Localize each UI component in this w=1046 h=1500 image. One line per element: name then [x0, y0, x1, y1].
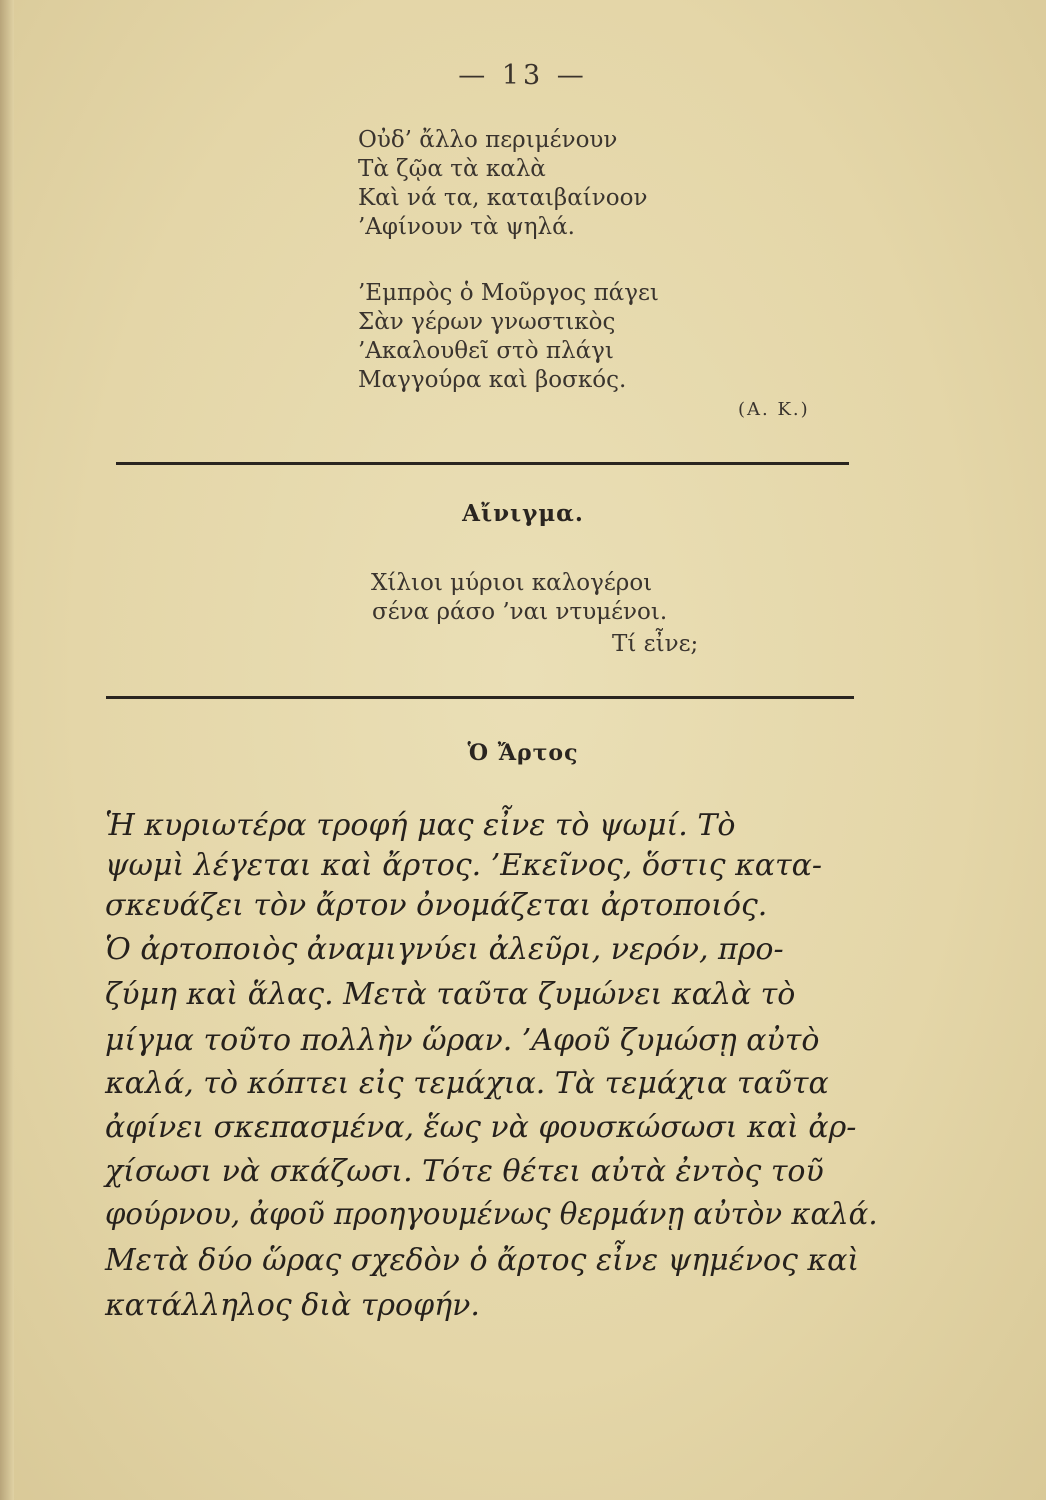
poem-line: Μαγγούρα καὶ βοσκός.	[358, 367, 627, 393]
article-line: καλά, τὸ κόπτει εἰς τεμάχια. Τὰ τεμάχια ταῦτα	[105, 1066, 829, 1101]
poem-stanza-1	[358, 126, 647, 242]
riddle-title: Αἴνιγμα.	[462, 500, 584, 527]
article-line: ζύμη καὶ ἅλας. Μετὰ ταῦτα ζυμώνει καλὰ τὸ	[105, 977, 796, 1012]
poem-signature: (Α. Κ.)	[738, 399, 810, 420]
riddle-question: Τί εἶνε;	[612, 631, 699, 657]
poem-line: Καὶ νά τα, καταιβαίνοον	[358, 185, 648, 211]
riddle-line: σένα ράσο ’ναι ντυμένοι.	[372, 599, 668, 625]
article-line: φούρνου, ἀφοῦ προηγουμένως θερμάνῃ αὐτὸν καλά.	[105, 1197, 878, 1232]
poem-line: Τὰ ζῷα τὰ καλὰ	[358, 156, 546, 182]
riddle-line: Χίλιοι μύριοι καλογέροι	[371, 570, 653, 596]
article-line: κατάλληλος διὰ τροφήν.	[105, 1288, 480, 1323]
article-line: Μετὰ δύο ὥρας σχεδὸν ὁ ἄρτος εἶνε ψημένος καὶ	[105, 1243, 860, 1278]
article-line: Ἡ κυριωτέρα τροφή μας εἶνε τὸ ψωμί. Τὸ	[105, 808, 736, 843]
article-line: Ὁ ἀρτοποιὸς ἀναμιγνύει ἀλεῦρι, νερόν, προ-	[105, 932, 784, 967]
poem-line: ’Ακαλουθεῖ στὸ πλάγι	[358, 338, 614, 364]
poem-stanza-2	[358, 279, 659, 395]
article-line: ψωμὶ λέγεται καὶ ἄρτος. ’Εκεῖνος, ὅστις κατα-	[105, 848, 823, 883]
poem-line: Σὰν γέρων γνωστικὸς	[358, 309, 616, 335]
article-line: ἀφίνει σκεπασμένα, ἕως νὰ φουσκώσωσι καὶ ἀρ-	[105, 1110, 857, 1145]
article-line: σκευάζει τὸν ἄρτον ὀνομάζεται ἀρτοποιός.	[105, 888, 768, 923]
article-line: χίσωσι νὰ σκάζωσι. Τότε θέτει αὐτὰ ἐντὸς τοῦ	[105, 1154, 824, 1189]
poem-line: ’Εμπρὸς ὁ Μοῦργος πάγει	[358, 280, 659, 306]
poem-line: Οὐδ’ ἄλλο περιμένουν	[358, 127, 618, 153]
article-title: Ὁ Ἄρτος	[467, 740, 579, 766]
poem-line: ’Αφίνουν τὰ ψηλά.	[358, 214, 575, 240]
page-number: — 13 —	[458, 60, 588, 91]
section-divider	[116, 462, 849, 465]
article-line: μίγμα τοῦτο πολλὴν ὥραν. ’Αφοῦ ζυμώσῃ αὐτὸ	[105, 1023, 820, 1058]
section-divider	[106, 696, 854, 699]
